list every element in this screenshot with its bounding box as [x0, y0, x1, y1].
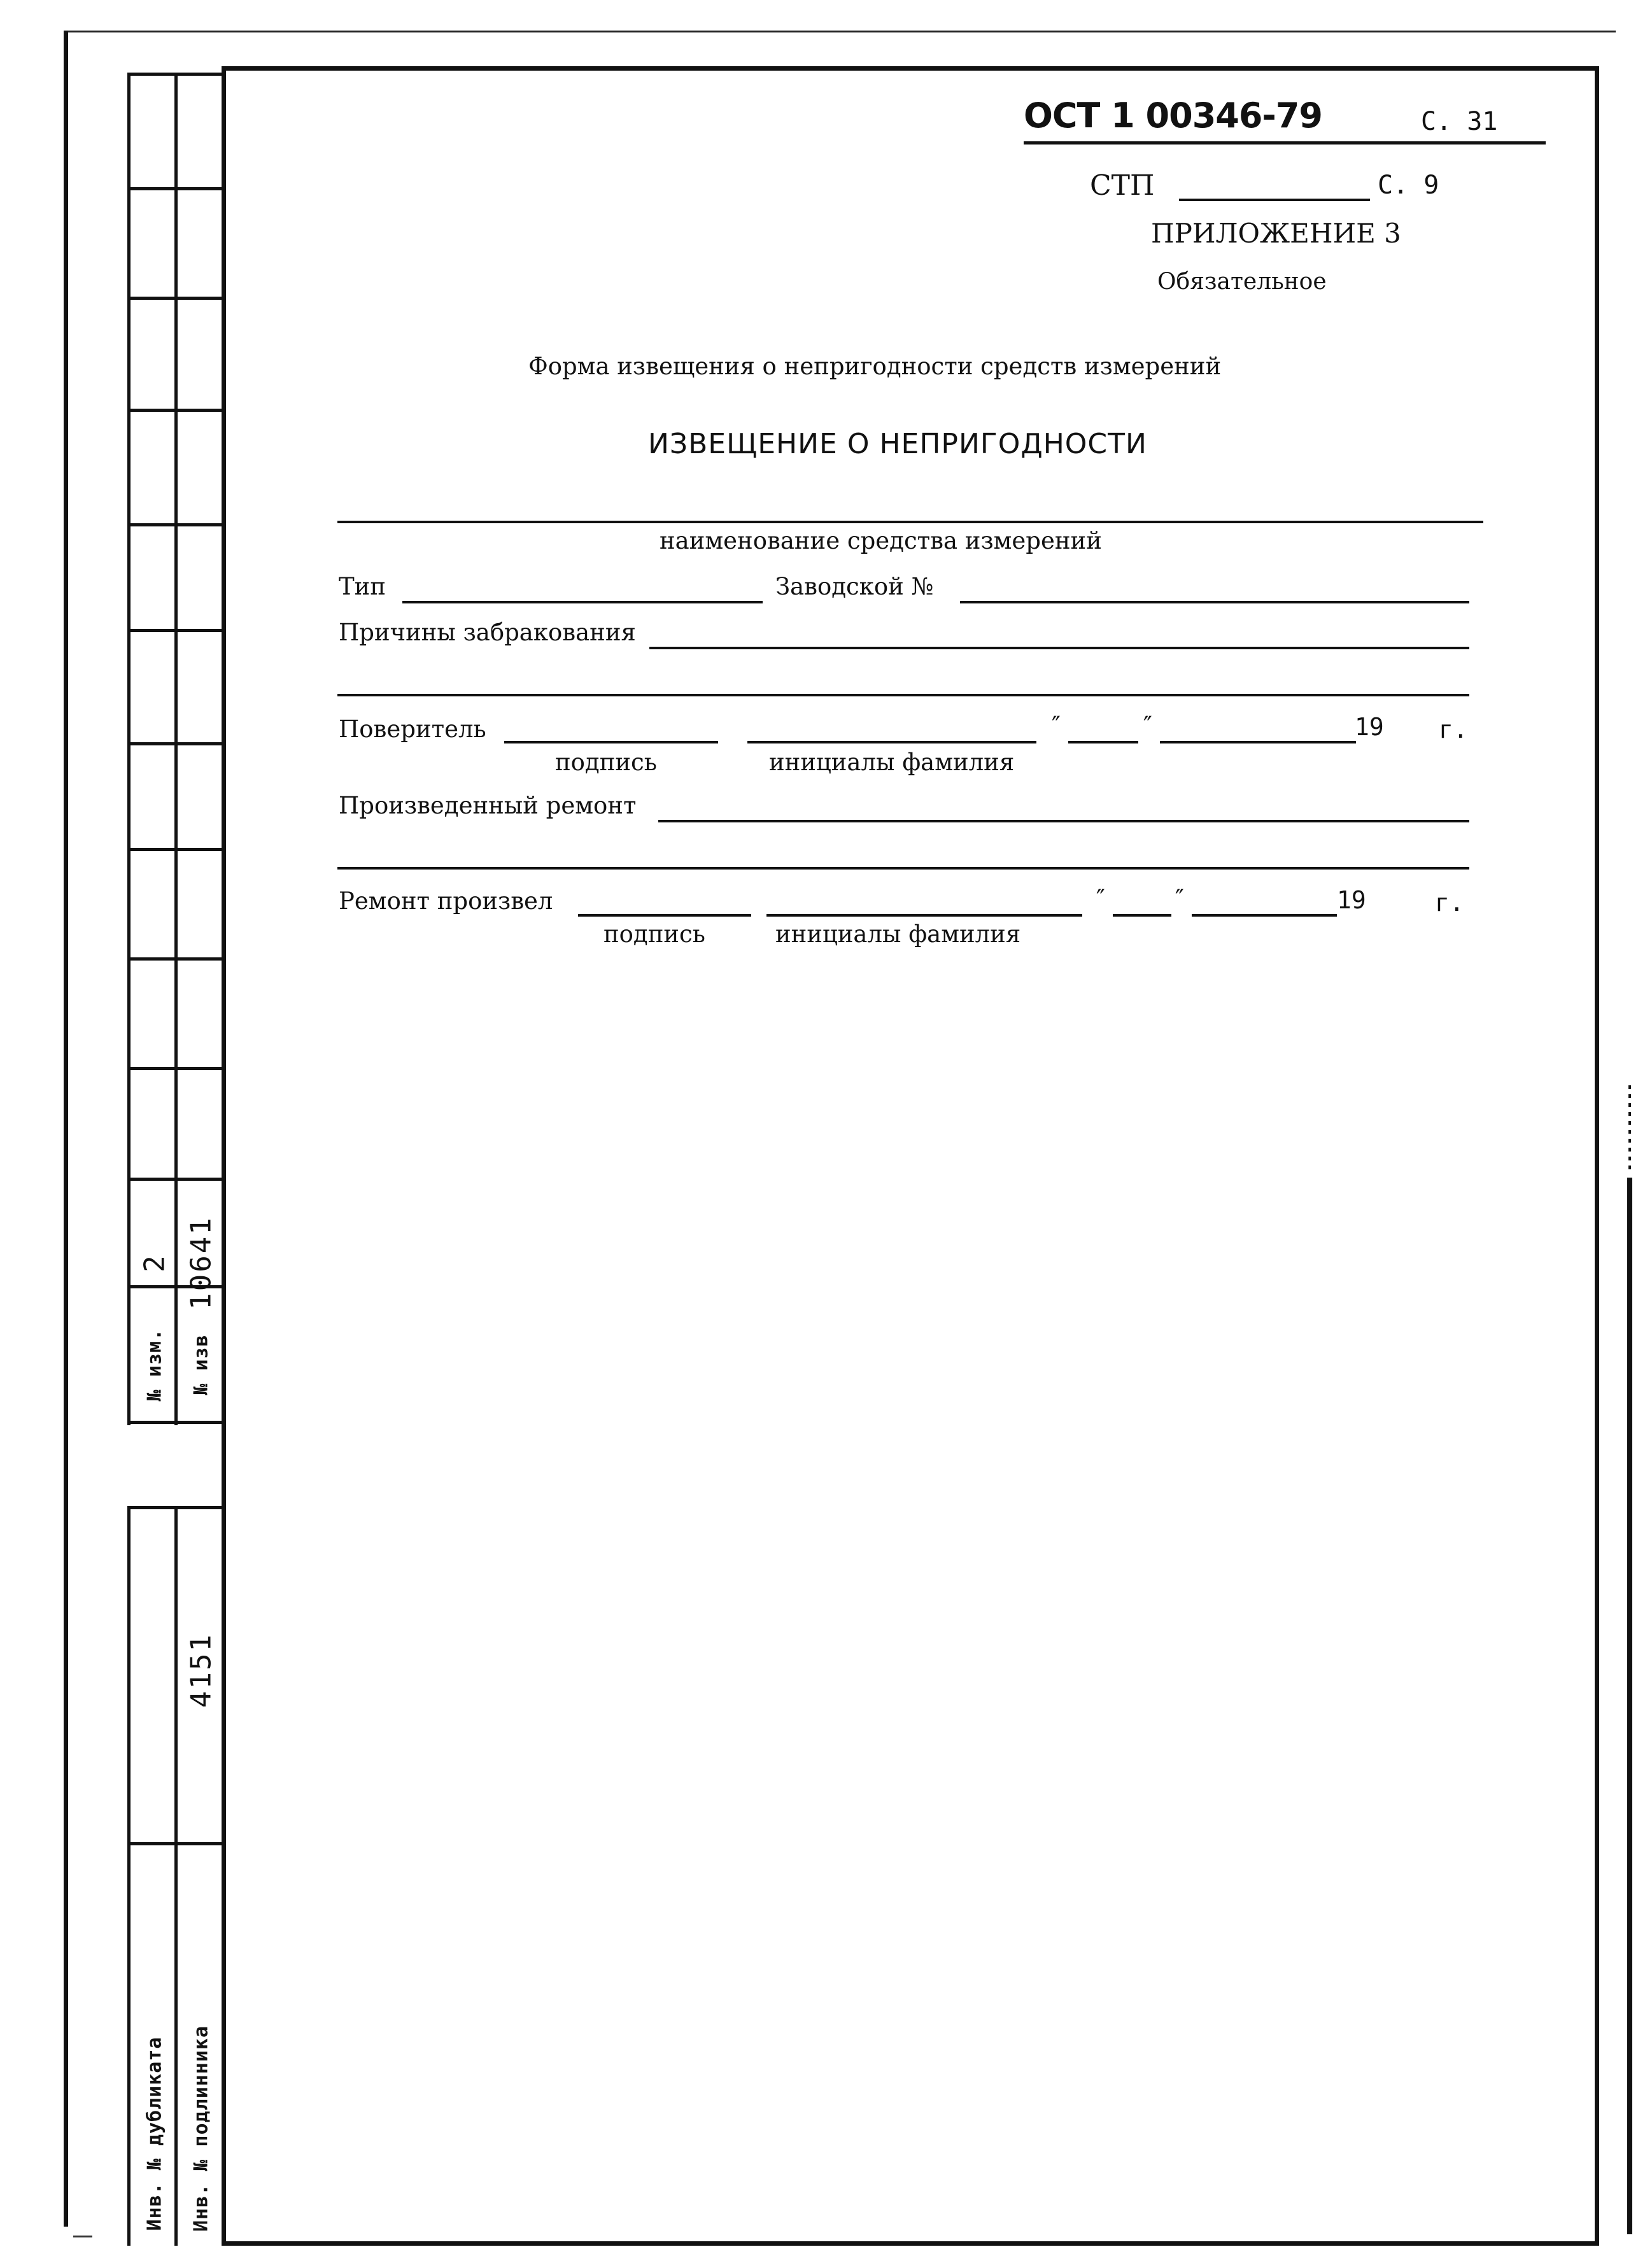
sheet-top-edge [64, 31, 1616, 32]
repair-done-line [658, 820, 1469, 822]
serial-number-line [960, 601, 1469, 603]
document-code: ОСТ 1 00346-79 [1024, 95, 1322, 136]
rejection-reasons-line [649, 647, 1469, 649]
strip-line [127, 523, 226, 526]
rejection-reasons-line-2 [337, 694, 1469, 696]
strip-line [174, 1506, 178, 2246]
scan-edge-ticks [1628, 1085, 1631, 1174]
appendix-title: ПРИЛОЖЕНИЕ 3 [1151, 218, 1401, 249]
verifier-year-suffix: г. [1439, 715, 1468, 743]
verifier-signature-caption: подпись [555, 749, 657, 776]
repair-date-quote-open: ″ [1096, 885, 1105, 912]
notice-number-label: № изв [190, 1334, 213, 1395]
verifier-date-quote-open: ″ [1052, 712, 1061, 739]
notice-number-value: 10641 [185, 1216, 218, 1310]
type-field-line [402, 601, 763, 603]
strip-line [127, 1067, 226, 1070]
original-inventory-value: 4151 [185, 1633, 218, 1708]
repair-year-suffix: г. [1435, 889, 1464, 917]
verifier-month-line [1160, 741, 1356, 743]
verifier-name-line [747, 741, 1036, 743]
repairer-signature-line [578, 914, 751, 917]
scan-edge-bar [1627, 1178, 1632, 2234]
rejection-reasons-label: Причины забракования [339, 619, 636, 646]
change-number-label: № изм. [143, 1328, 166, 1402]
stp-label: СТП [1090, 169, 1155, 202]
header-rule [1024, 141, 1546, 144]
strip-line [127, 629, 226, 632]
instrument-name-line [337, 521, 1483, 523]
repair-month-line [1192, 914, 1337, 917]
repair-done-line-2 [337, 867, 1469, 870]
strip-line [127, 1506, 226, 1509]
binding-strip [127, 66, 226, 2246]
page-frame [222, 66, 1599, 2246]
strip-line [174, 73, 178, 1425]
instrument-name-caption: наименование средства измерений [660, 527, 1102, 554]
strip-line [127, 409, 226, 412]
appendix-status: Обязательное [1157, 269, 1327, 295]
change-number-value: 2 [138, 1253, 171, 1272]
repairer-name-line [766, 914, 1082, 917]
strip-line [127, 1421, 226, 1424]
repair-done-label: Произведенный ремонт [339, 792, 637, 819]
repairer-signature-caption: подпись [604, 920, 705, 948]
sheet-left-edge [64, 31, 68, 2227]
verifier-label: Поверитель [339, 715, 486, 743]
sheet-bottom-mark [73, 2236, 92, 2237]
strip-line [127, 742, 226, 745]
type-label: Тип [339, 573, 386, 600]
form-caption: Форма извещения о непригодности средств измерений [528, 353, 1222, 380]
verifier-signature-line [504, 741, 718, 743]
verifier-year-prefix: 19 [1355, 713, 1384, 741]
strip-line [127, 1506, 131, 2246]
repair-year-prefix: 19 [1337, 886, 1366, 914]
stp-page-number: С. 9 [1378, 171, 1439, 200]
repair-date-quote-close: ″ [1175, 885, 1184, 912]
strip-line [127, 957, 226, 961]
strip-line [127, 297, 226, 300]
serial-number-label: Заводской № [775, 573, 934, 600]
strip-line [127, 848, 226, 851]
strip-line [127, 73, 226, 76]
verifier-name-caption: инициалы фамилия [769, 749, 1015, 776]
page-number: С. 31 [1421, 107, 1498, 136]
strip-line [127, 73, 131, 1425]
strip-line [127, 1842, 226, 1845]
original-inventory-label: Инв. № подлинника [190, 2025, 213, 2232]
verifier-day-line [1068, 741, 1138, 743]
repaired-by-label: Ремонт произвел [339, 887, 553, 915]
repair-day-line [1113, 914, 1171, 917]
verifier-date-quote-close: ″ [1143, 712, 1152, 739]
stp-number-line [1179, 199, 1370, 201]
duplicate-inventory-label: Инв. № дубликата [143, 2036, 166, 2231]
notice-title: ИЗВЕЩЕНИЕ О НЕПРИГОДНОСТИ [648, 428, 1147, 460]
strip-line [127, 1178, 226, 1181]
strip-line [127, 187, 226, 190]
repairer-name-caption: инициалы фамилия [775, 920, 1021, 948]
